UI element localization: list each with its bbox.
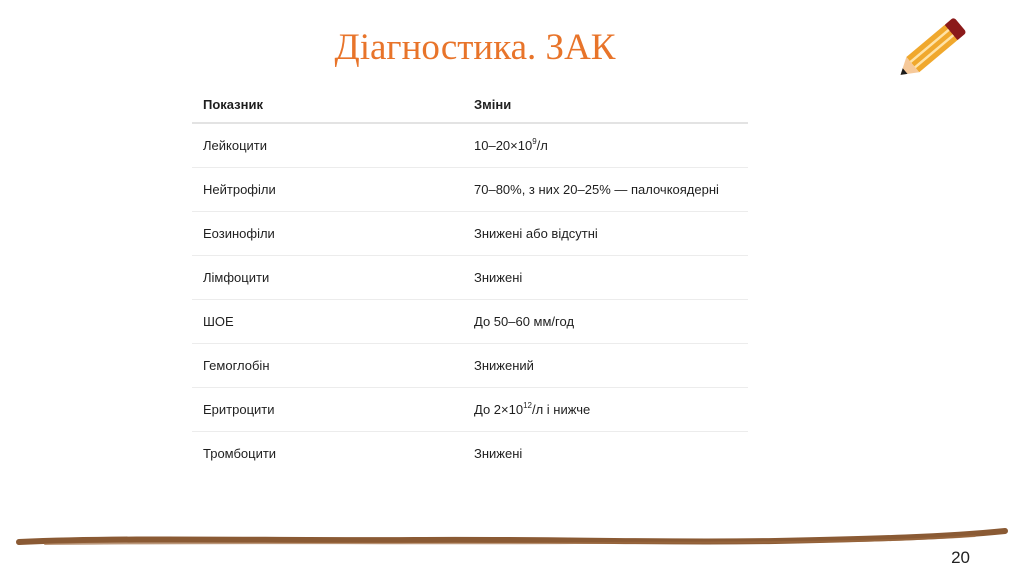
lab-results-table — [192, 86, 748, 475]
row-param: ШОЕ — [192, 300, 463, 344]
value-text: Знижені або відсутні — [474, 226, 598, 241]
table-row — [192, 256, 748, 300]
value-text: До 2×10 — [474, 402, 524, 417]
page-number: 20 — [951, 548, 970, 567]
table-header-row — [192, 86, 748, 123]
value-text: До 50–60 мм/год — [474, 314, 575, 329]
row-param: Еритроцити — [192, 388, 463, 432]
row-value — [463, 432, 748, 476]
pencil-icon — [890, 6, 980, 86]
value-text: 10–20×10 — [474, 138, 533, 153]
table-row — [192, 300, 748, 344]
brush-stroke-divider — [15, 522, 1010, 552]
table-row — [192, 432, 748, 476]
value-unit: /л і нижче — [531, 402, 591, 417]
row-value — [463, 212, 748, 256]
value-text: Знижений — [474, 358, 534, 373]
header-changes: Зміни — [463, 86, 748, 123]
row-value — [463, 388, 748, 432]
table-row — [192, 344, 748, 388]
table-row — [192, 212, 748, 256]
slide-title: Діагностика. ЗАК — [334, 27, 616, 68]
value-unit: /л — [536, 138, 548, 153]
row-param: Лімфоцити — [192, 256, 463, 300]
value-text: Знижені — [474, 270, 523, 285]
row-value — [463, 123, 748, 168]
row-value — [463, 256, 748, 300]
table-row — [192, 123, 748, 168]
row-param: Нейтрофіли — [192, 168, 463, 212]
row-value — [463, 168, 748, 212]
row-param: Еозинофіли — [192, 212, 463, 256]
row-param: Гемоглобін — [192, 344, 463, 388]
value-exponent: 12 — [523, 401, 532, 410]
row-value — [463, 300, 748, 344]
row-value — [463, 344, 748, 388]
table-row — [192, 388, 748, 432]
value-text: 70–80%, з них 20–25% — палочкоядерні — [474, 182, 719, 197]
header-indicator: Показник — [192, 86, 463, 123]
value-exponent: 9 — [532, 137, 537, 146]
table-row — [192, 168, 748, 212]
row-param: Тромбоцити — [203, 446, 277, 461]
value-text: Знижені — [474, 446, 523, 461]
row-param: Лейкоцити — [192, 123, 463, 168]
